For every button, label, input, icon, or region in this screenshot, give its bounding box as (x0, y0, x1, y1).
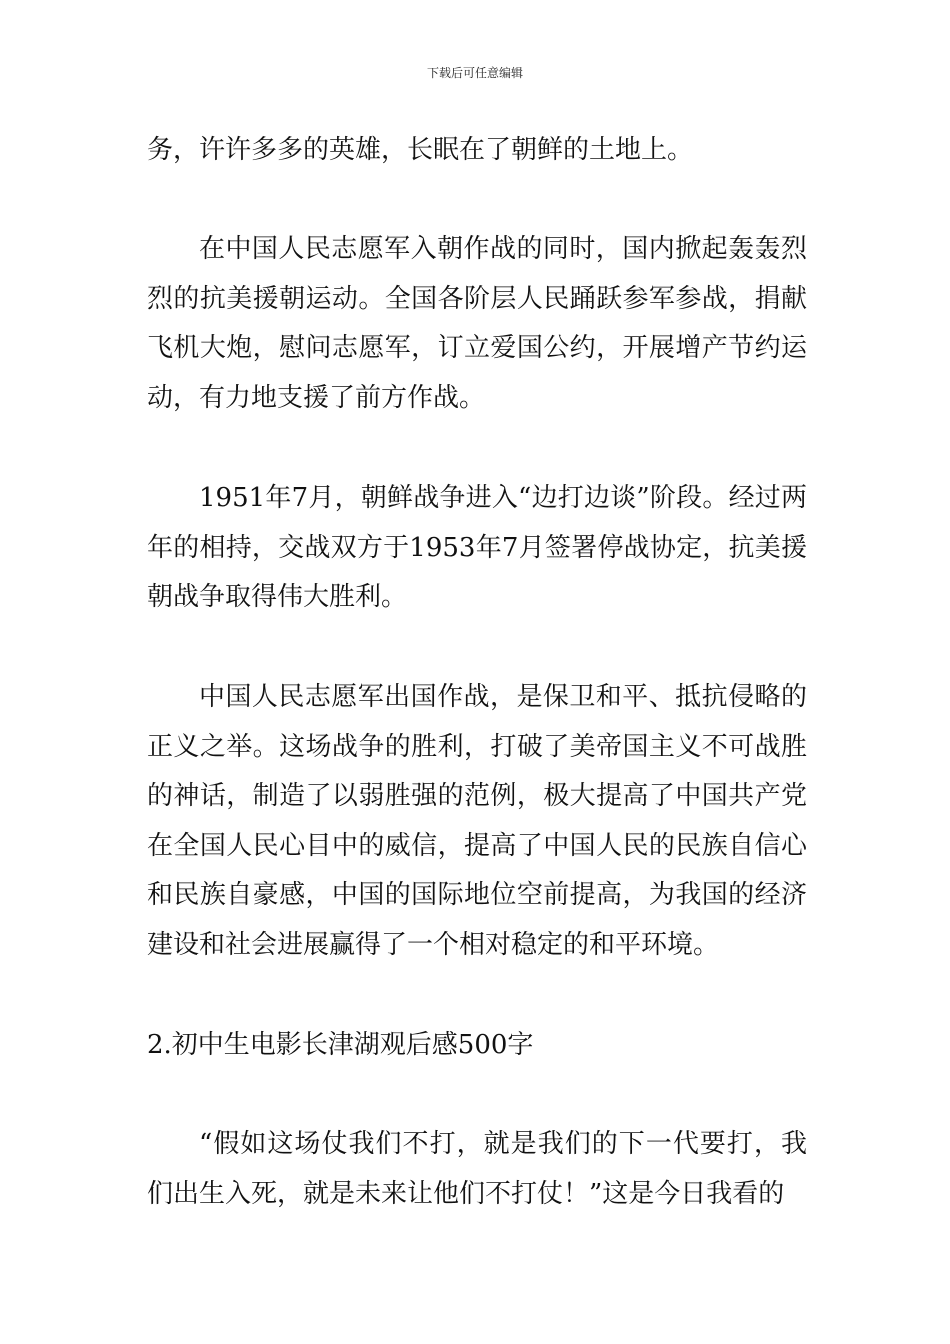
section-heading: 2.初中生电影长津湖观后感500字 (147, 1030, 534, 1060)
paragraph-continuation: 务，许许多多的英雄，长眠在了朝鲜的土地上。 (147, 135, 694, 165)
paragraph-armistice: 1951年7月，朝鲜战争进入“边打边谈”阶段。经过两年的相持，交战双方于1953年7月签署停战协定，抗美援朝战争取得伟大胜利。 (147, 483, 807, 612)
page-header: 下载后可任意编辑 (426, 66, 523, 80)
paragraph-resist-america-campaign: 在中国人民志愿军入朝作战的同时，国内掀起轰轰烈烈的抗美援朝运动。全国各阶层人民踊跃参军参战，捐献飞机大炮，慰问志愿军，订立爱国公约，开展增产节约运动，有力地支援了前方作战。 (147, 234, 807, 413)
paragraph-significance: 中国人民志愿军出国作战，是保卫和平、抵抗侵略的正义之举。这场战争的胜利，打破了美帝国主义不可战胜的神话，制造了以弱胜强的范例，极大提高了中国共产党在全国人民心目中的威信，提高了中国人民的民族自信心和民族自豪感，中国的国际地位空前提高，为我国的经济建设和社会进展赢得了一个相对稳定的和平环境。 (147, 682, 807, 960)
paragraph-movie-quote: “假如这场仗我们不打，就是我们的下一代要打，我们出生入死，就是未来让他们不打仗！”这是今日我看的 (147, 1129, 807, 1209)
